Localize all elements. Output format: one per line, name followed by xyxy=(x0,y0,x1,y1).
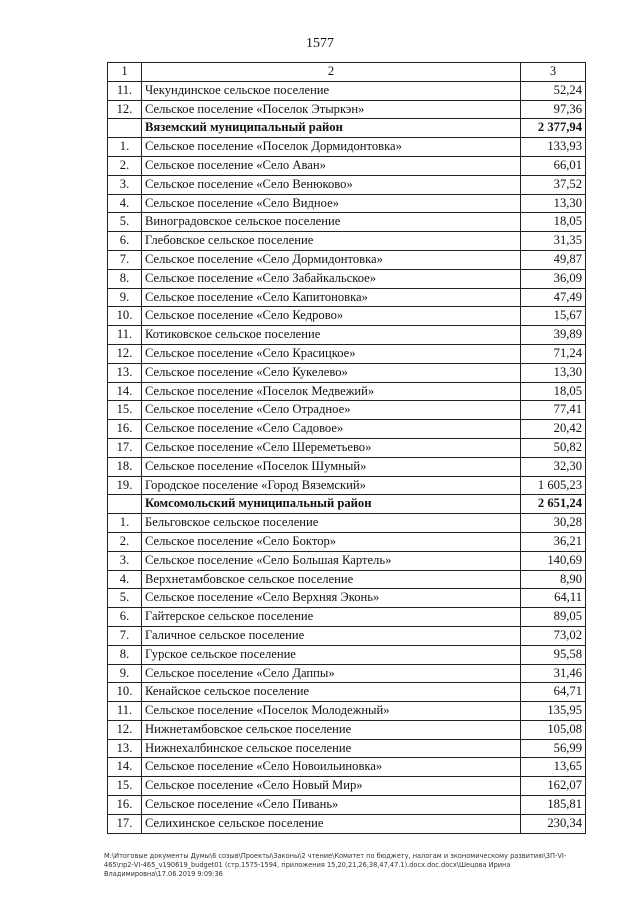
row-value: 49,87 xyxy=(521,250,586,269)
row-value: 18,05 xyxy=(521,382,586,401)
row-name: Сельское поселение «Село Пивань» xyxy=(142,796,521,815)
row-name: Галичное сельское поселение xyxy=(142,626,521,645)
row-name: Нижнетамбовское сельское поселение xyxy=(142,720,521,739)
row-value: 13,30 xyxy=(521,194,586,213)
row-name: Сельское поселение «Село Боктор» xyxy=(142,532,521,551)
row-name: Глебовское сельское поселение xyxy=(142,232,521,251)
row-name: Сельское поселение «Село Кедрово» xyxy=(142,307,521,326)
row-name: Бельговское сельское поселение xyxy=(142,514,521,533)
row-name: Сельское поселение «Поселок Молодежный» xyxy=(142,702,521,721)
table-row xyxy=(108,363,586,382)
row-number: 2. xyxy=(108,156,142,175)
row-name: Сельское поселение «Поселок Медвежий» xyxy=(142,382,521,401)
row-value: 140,69 xyxy=(521,551,586,570)
row-value: 30,28 xyxy=(521,514,586,533)
table-row xyxy=(108,307,586,326)
row-number: 7. xyxy=(108,626,142,645)
row-number: 6. xyxy=(108,608,142,627)
row-number: 18. xyxy=(108,457,142,476)
row-name: Сельское поселение «Село Даппы» xyxy=(142,664,521,683)
row-value: 56,99 xyxy=(521,739,586,758)
footer-file-path: М:\Итоговые документы Думы\6 созыв\Проекты\Законы\2 чтение\Комитет по бюджету, налогам и экономическому развитию\3П-VI-465\пр2-VI-465_v190619_budget01 (стр.1575-1594, приложения 15,20,21,26,38,47,47.1).docx.doc.docx\Шецова Ирина Владимировна\17.06.2019 9:09:36 xyxy=(104,852,567,878)
row-name: Сельское поселение «Село Венюково» xyxy=(142,175,521,194)
row-number: 12. xyxy=(108,344,142,363)
row-name: Сельское поселение «Село Кукелево» xyxy=(142,363,521,382)
table-row xyxy=(108,382,586,401)
row-name: Верхнетамбовское сельское поселение xyxy=(142,570,521,589)
row-value: 162,07 xyxy=(521,777,586,796)
table-row xyxy=(108,626,586,645)
row-number: 6. xyxy=(108,232,142,251)
table-row xyxy=(108,589,586,608)
row-value: 64,71 xyxy=(521,683,586,702)
table-row xyxy=(108,608,586,627)
row-number: 1. xyxy=(108,138,142,157)
table-row xyxy=(108,420,586,439)
table-row xyxy=(108,81,586,100)
table-header-row xyxy=(108,63,586,82)
table-row xyxy=(108,100,586,119)
row-number: 10. xyxy=(108,683,142,702)
table-row xyxy=(108,326,586,345)
header-col-2: 2 xyxy=(142,63,521,82)
row-value: 95,58 xyxy=(521,645,586,664)
table-row xyxy=(108,250,586,269)
row-name: Сельское поселение «Село Дормидонтовка» xyxy=(142,250,521,269)
header-col-1: 1 xyxy=(108,63,142,82)
table-row xyxy=(108,476,586,495)
table-row xyxy=(108,457,586,476)
row-number: 15. xyxy=(108,401,142,420)
budget-table xyxy=(107,62,586,834)
table-row xyxy=(108,194,586,213)
header-col-3: 3 xyxy=(521,63,586,82)
row-value: 185,81 xyxy=(521,796,586,815)
table-row xyxy=(108,344,586,363)
row-number xyxy=(108,119,142,138)
row-name: Сельское поселение «Село Забайкальское» xyxy=(142,269,521,288)
row-name: Сельское поселение «Село Новоильиновка» xyxy=(142,758,521,777)
table-row xyxy=(108,683,586,702)
row-name: Сельское поселение «Поселок Дормидонтовка» xyxy=(142,138,521,157)
row-name: Сельское поселение «Село Капитоновка» xyxy=(142,288,521,307)
row-number: 16. xyxy=(108,796,142,815)
table-row xyxy=(108,551,586,570)
row-value: 36,09 xyxy=(521,269,586,288)
row-name: Сельское поселение «Поселок Шумный» xyxy=(142,457,521,476)
table-row xyxy=(108,156,586,175)
row-number: 3. xyxy=(108,175,142,194)
row-number: 13. xyxy=(108,363,142,382)
table-row xyxy=(108,213,586,232)
table-row xyxy=(108,702,586,721)
row-number: 14. xyxy=(108,758,142,777)
row-number: 11. xyxy=(108,81,142,100)
table-row xyxy=(108,758,586,777)
row-name: Вяземский муниципальный район xyxy=(142,119,521,138)
row-value: 77,41 xyxy=(521,401,586,420)
row-value: 13,65 xyxy=(521,758,586,777)
row-name: Сельское поселение «Село Садовое» xyxy=(142,420,521,439)
row-value: 13,30 xyxy=(521,363,586,382)
row-number: 9. xyxy=(108,664,142,683)
row-name: Сельское поселение «Село Красицкое» xyxy=(142,344,521,363)
table-row xyxy=(108,570,586,589)
page-number: 1577 xyxy=(306,36,334,51)
row-name: Сельское поселение «Село Новый Мир» xyxy=(142,777,521,796)
district-row xyxy=(108,495,586,514)
row-number: 10. xyxy=(108,307,142,326)
row-value: 31,35 xyxy=(521,232,586,251)
row-name: Сельское поселение «Село Отрадное» xyxy=(142,401,521,420)
row-value: 32,30 xyxy=(521,457,586,476)
row-name: Городское поселение «Город Вяземский» xyxy=(142,476,521,495)
row-value: 66,01 xyxy=(521,156,586,175)
row-value: 18,05 xyxy=(521,213,586,232)
row-name: Комсомольский муниципальный район xyxy=(142,495,521,514)
table-row xyxy=(108,720,586,739)
row-name: Сельское поселение «Село Видное» xyxy=(142,194,521,213)
table-row xyxy=(108,814,586,833)
row-name: Сельское поселение «Село Большая Картель» xyxy=(142,551,521,570)
row-number: 13. xyxy=(108,739,142,758)
row-value: 64,11 xyxy=(521,589,586,608)
row-number: 19. xyxy=(108,476,142,495)
row-number: 15. xyxy=(108,777,142,796)
row-number: 4. xyxy=(108,194,142,213)
row-value: 71,24 xyxy=(521,344,586,363)
row-name: Чекундинское сельское поселение xyxy=(142,81,521,100)
row-value: 73,02 xyxy=(521,626,586,645)
row-number: 12. xyxy=(108,100,142,119)
table-row xyxy=(108,514,586,533)
table-row xyxy=(108,532,586,551)
table-row xyxy=(108,739,586,758)
row-number: 5. xyxy=(108,589,142,608)
table-row xyxy=(108,664,586,683)
table-row xyxy=(108,438,586,457)
table-row xyxy=(108,232,586,251)
row-number: 14. xyxy=(108,382,142,401)
row-number: 17. xyxy=(108,814,142,833)
row-name: Сельское поселение «Село Аван» xyxy=(142,156,521,175)
row-value: 2 651,24 xyxy=(521,495,586,514)
row-name: Сельское поселение «Село Верхняя Эконь» xyxy=(142,589,521,608)
table-row xyxy=(108,796,586,815)
row-name: Селихинское сельское поселение xyxy=(142,814,521,833)
row-value: 105,08 xyxy=(521,720,586,739)
table-row xyxy=(108,645,586,664)
row-number: 7. xyxy=(108,250,142,269)
row-number: 16. xyxy=(108,420,142,439)
row-number: 4. xyxy=(108,570,142,589)
row-name: Гайтерское сельское поселение xyxy=(142,608,521,627)
row-value: 8,90 xyxy=(521,570,586,589)
row-value: 15,67 xyxy=(521,307,586,326)
row-value: 97,36 xyxy=(521,100,586,119)
row-number: 11. xyxy=(108,702,142,721)
row-number: 8. xyxy=(108,645,142,664)
row-number: 1. xyxy=(108,514,142,533)
row-value: 1 605,23 xyxy=(521,476,586,495)
row-name: Виноградовское сельское поселение xyxy=(142,213,521,232)
table-row xyxy=(108,777,586,796)
row-name: Сельское поселение «Поселок Этыркэн» xyxy=(142,100,521,119)
row-value: 133,93 xyxy=(521,138,586,157)
row-number: 12. xyxy=(108,720,142,739)
row-number: 17. xyxy=(108,438,142,457)
row-name: Нижнехалбинское сельское поселение xyxy=(142,739,521,758)
row-name: Сельское поселение «Село Шереметьево» xyxy=(142,438,521,457)
row-value: 36,21 xyxy=(521,532,586,551)
row-number: 9. xyxy=(108,288,142,307)
table-row xyxy=(108,175,586,194)
row-value: 230,34 xyxy=(521,814,586,833)
row-value: 50,82 xyxy=(521,438,586,457)
row-number: 11. xyxy=(108,326,142,345)
row-value: 52,24 xyxy=(521,81,586,100)
table-row xyxy=(108,288,586,307)
row-number: 5. xyxy=(108,213,142,232)
row-value: 20,42 xyxy=(521,420,586,439)
row-number: 8. xyxy=(108,269,142,288)
row-number xyxy=(108,495,142,514)
row-value: 47,49 xyxy=(521,288,586,307)
row-value: 37,52 xyxy=(521,175,586,194)
row-value: 39,89 xyxy=(521,326,586,345)
row-name: Гурское сельское поселение xyxy=(142,645,521,664)
district-row xyxy=(108,119,586,138)
row-number: 3. xyxy=(108,551,142,570)
row-value: 135,95 xyxy=(521,702,586,721)
row-value: 2 377,94 xyxy=(521,119,586,138)
row-number: 2. xyxy=(108,532,142,551)
row-value: 89,05 xyxy=(521,608,586,627)
row-name: Котиковское сельское поселение xyxy=(142,326,521,345)
table-row xyxy=(108,401,586,420)
table-row xyxy=(108,269,586,288)
table-row xyxy=(108,138,586,157)
row-name: Кенайское сельское поселение xyxy=(142,683,521,702)
row-value: 31,46 xyxy=(521,664,586,683)
